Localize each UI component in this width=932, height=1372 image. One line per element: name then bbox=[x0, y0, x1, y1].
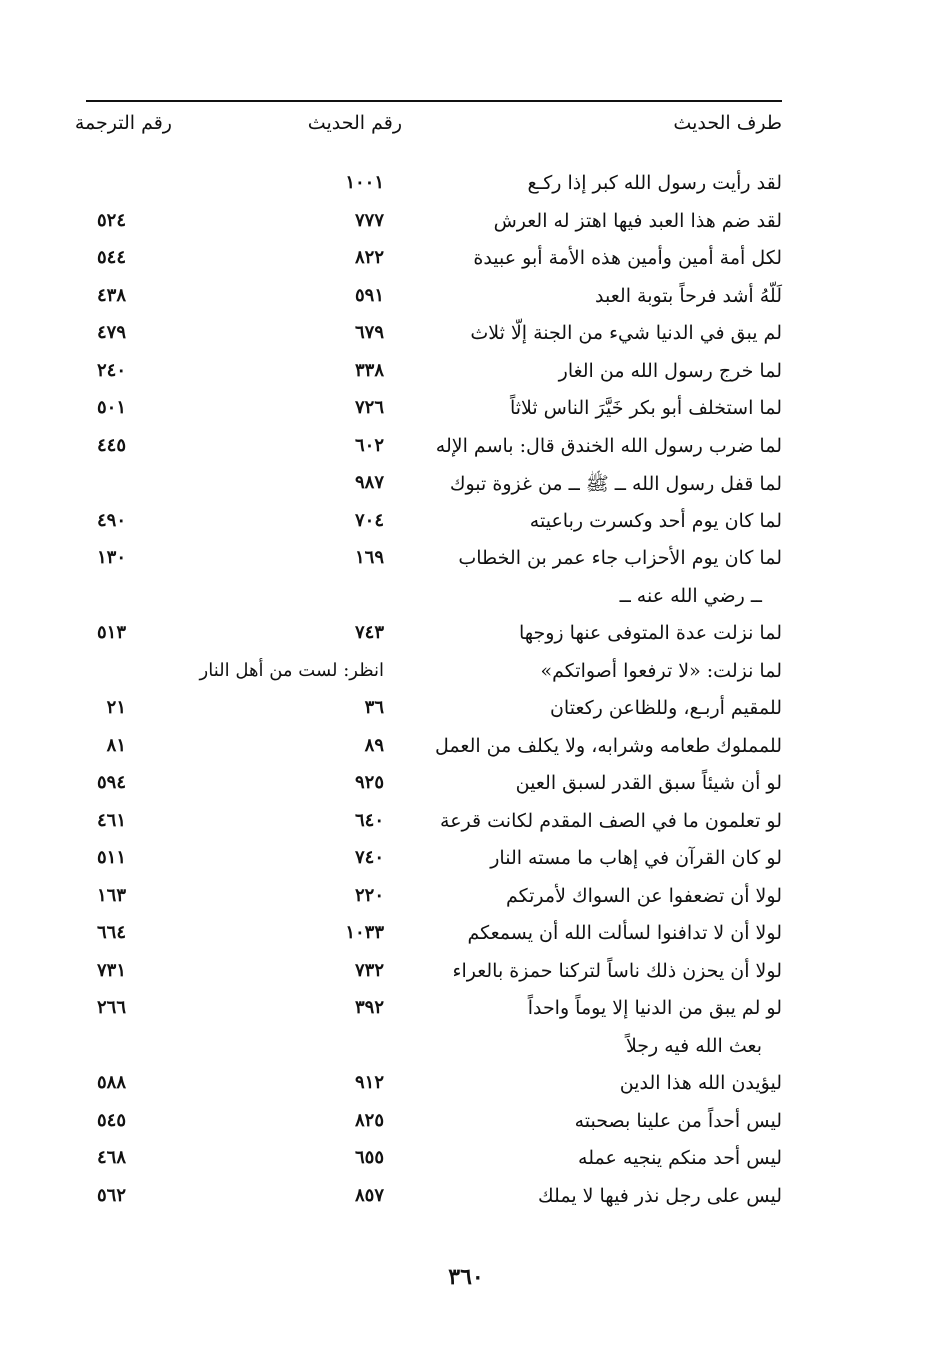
hadith-number: ١٠٣٣ bbox=[345, 922, 384, 943]
hadith-number: ٩٢٥ bbox=[354, 772, 384, 793]
hadith-text: لو كان القرآن في إهاب ما مسته النار bbox=[490, 847, 782, 869]
table-row bbox=[86, 508, 782, 546]
hadith-number: ٦٤٠ bbox=[354, 809, 384, 831]
table-row bbox=[86, 1070, 782, 1108]
table-row bbox=[86, 433, 782, 471]
hadith-text: لما كان يوم أحد وكسرت رباعيته bbox=[529, 509, 782, 532]
tarjama-number: ٧٣١ bbox=[96, 959, 126, 981]
tarjama-number: ٤٧٩ bbox=[96, 322, 126, 343]
table-row bbox=[86, 545, 782, 583]
hadith-text: ليس أحد منكم ينجيه عمله bbox=[578, 1147, 782, 1169]
hadith-text: ليس على رجل نذر فيها لا يملك bbox=[538, 1184, 782, 1207]
table-row bbox=[86, 470, 782, 508]
hadith-text: لولا أن لا تدافنوا لسألت الله أن يسمعكم bbox=[467, 922, 782, 944]
table-row bbox=[86, 958, 782, 996]
hadith-text: لَلّهُ أشد فرحاً بتوبة العبد bbox=[595, 284, 782, 307]
tarjama-number: ٤٤٥ bbox=[96, 434, 126, 456]
hadith-text: بعث الله فيه رجلاً bbox=[625, 1034, 762, 1057]
hadith-number: ٧٣٢ bbox=[354, 959, 384, 981]
header-top-rule bbox=[86, 100, 782, 102]
tarjama-number: ٥٢٤ bbox=[96, 209, 126, 231]
hadith-number: ٨٩ bbox=[364, 734, 384, 756]
hadith-text: للمقيم أربـع، وللظاعن ركعتان bbox=[549, 697, 782, 719]
hadith-text: لما كان يوم الأحزاب جاء عمر بن الخطاب bbox=[458, 547, 782, 569]
tarjama-number: ٤٦١ bbox=[96, 809, 126, 831]
hadith-number: ٦٠٢ bbox=[354, 434, 384, 456]
table-row bbox=[86, 770, 782, 808]
tarjama-number: ٥١١ bbox=[96, 847, 126, 868]
column-header-hadith-number: رقم الحديث bbox=[307, 112, 402, 134]
hadith-number: ٧٧٧ bbox=[354, 209, 384, 231]
hadith-number: ٧٠٤ bbox=[354, 509, 384, 531]
table-row bbox=[86, 1108, 782, 1146]
hadith-number: ٢٢٠ bbox=[354, 884, 384, 906]
hadith-text: لكل أمة أمين وأمين هذه الأمة أبو عبيدة bbox=[473, 247, 782, 269]
hadith-number: ١٦٩ bbox=[354, 547, 384, 568]
hadith-number: ٨٥٧ bbox=[354, 1184, 384, 1206]
hadith-text: لولا أن تضعفوا عن السواك لأمرتكم bbox=[505, 884, 782, 907]
column-header-hadith-text: طرف الحديث bbox=[673, 112, 782, 134]
tarjama-number: ٢١ bbox=[106, 697, 126, 718]
tarjama-number: ٦٦٤ bbox=[96, 922, 126, 943]
table-row bbox=[86, 395, 782, 433]
hadith-text: لما قفل رسول الله ــ ﷺ ــ من غزوة تبوك bbox=[449, 473, 782, 495]
tarjama-number: ٥٦٢ bbox=[96, 1184, 126, 1206]
index-table-body bbox=[86, 170, 782, 1220]
page-number: ٣٦٠ bbox=[448, 1264, 484, 1290]
cross-reference: انظر: لست من أهل النار bbox=[199, 659, 384, 681]
tarjama-number: ٥٠١ bbox=[96, 397, 126, 418]
tarjama-number: ٥٨٨ bbox=[96, 1072, 126, 1093]
hadith-text: لقد رأيت رسول الله كبر إذا ركـع bbox=[527, 172, 782, 194]
hadith-text: ليس أحداً من علينا بصحبته bbox=[574, 1109, 782, 1132]
tarjama-number: ٨١ bbox=[106, 734, 126, 756]
table-row bbox=[86, 995, 782, 1033]
hadith-text: لما خرج رسول الله من الغار bbox=[558, 359, 782, 382]
tarjama-number: ٥٩٤ bbox=[96, 772, 126, 793]
hadith-number: ٧٤٠ bbox=[354, 847, 384, 868]
hadith-number: ٩١٢ bbox=[354, 1072, 384, 1093]
tarjama-number: ٥١٣ bbox=[96, 622, 126, 643]
table-row-continuation bbox=[86, 1033, 782, 1071]
hadith-number: ٣٦ bbox=[364, 697, 384, 718]
tarjama-number: ٤٩٠ bbox=[96, 509, 126, 531]
hadith-text: ليؤيدن الله هذا الدين bbox=[619, 1072, 782, 1094]
table-row bbox=[86, 920, 782, 958]
table-row bbox=[86, 245, 782, 283]
table-row bbox=[86, 845, 782, 883]
table-row bbox=[86, 358, 782, 396]
table-header bbox=[74, 112, 782, 146]
hadith-text: لو أن شيئاً سبق القدر لسبق العين bbox=[515, 772, 782, 794]
hadith-number: ٨٢٢ bbox=[354, 247, 384, 268]
hadith-number: ٦٧٩ bbox=[354, 322, 384, 343]
table-row bbox=[86, 320, 782, 358]
hadith-number: ٥٩١ bbox=[354, 284, 384, 306]
hadith-number: ٧٤٣ bbox=[354, 622, 384, 643]
table-row bbox=[86, 283, 782, 321]
hadith-number: ٨٢٥ bbox=[354, 1109, 384, 1131]
hadith-text: لو لم يبق من الدنيا إلا يوماً واحداً bbox=[527, 997, 782, 1019]
tarjama-number: ٢٤٠ bbox=[96, 359, 126, 381]
tarjama-number: ٤٦٨ bbox=[96, 1147, 126, 1168]
table-row bbox=[86, 1145, 782, 1183]
hadith-text: لما نزلت عدة المتوفى عنها زوجها bbox=[518, 622, 782, 644]
hadith-number: ٣٩٢ bbox=[354, 997, 384, 1018]
tarjama-number: ٤٣٨ bbox=[96, 284, 126, 306]
hadith-text: لما ضرب رسول الله الخندق قال: باسم الإله bbox=[435, 434, 782, 457]
hadith-number: ٧٢٦ bbox=[354, 397, 384, 418]
hadith-text: لما استخلف أبو بكر خَيَّرَ الناس ثلاثاً bbox=[509, 397, 782, 419]
table-row bbox=[86, 808, 782, 846]
hadith-text: للمملوك طعامه وشرابه، ولا يكلف من العمل bbox=[435, 734, 782, 757]
tarjama-number: ١٦٣ bbox=[96, 884, 126, 906]
table-row bbox=[86, 170, 782, 208]
hadith-number: ٦٥٥ bbox=[354, 1147, 384, 1168]
tarjama-number: ٢٦٦ bbox=[96, 997, 126, 1018]
table-row-continuation bbox=[86, 583, 782, 621]
hadith-text: لما نزلت: «لا ترفعوا أصواتكم» bbox=[540, 659, 782, 682]
hadith-text: لو تعلمون ما في الصف المقدم لكانت قرعة bbox=[440, 809, 782, 832]
tarjama-number: ٥٤٥ bbox=[96, 1109, 126, 1131]
hadith-number: ١٠٠١ bbox=[345, 172, 384, 193]
hadith-text: لم يبق في الدنيا شيء من الجنة إلّا ثلاث bbox=[470, 322, 782, 344]
table-row bbox=[86, 883, 782, 921]
hadith-text: لولا أن يحزن ذلك ناساً لتركنا حمزة بالعراء bbox=[452, 959, 782, 982]
table-row bbox=[86, 208, 782, 246]
table-row bbox=[86, 1183, 782, 1221]
table-row bbox=[86, 620, 782, 658]
table-row bbox=[86, 658, 782, 696]
table-row bbox=[86, 733, 782, 771]
column-header-tarjama-number: رقم الترجمة bbox=[74, 112, 172, 134]
tarjama-number: ١٣٠ bbox=[96, 547, 126, 568]
hadith-number: ٣٣٨ bbox=[354, 359, 384, 381]
table-row bbox=[86, 695, 782, 733]
tarjama-number: ٥٤٤ bbox=[96, 247, 126, 268]
hadith-text: ــ رضي الله عنه ــ bbox=[619, 584, 762, 607]
hadith-number: ٩٨٧ bbox=[354, 472, 384, 493]
hadith-text: لقد ضم هذا العبد فيها اهتز له العرش bbox=[493, 209, 782, 232]
